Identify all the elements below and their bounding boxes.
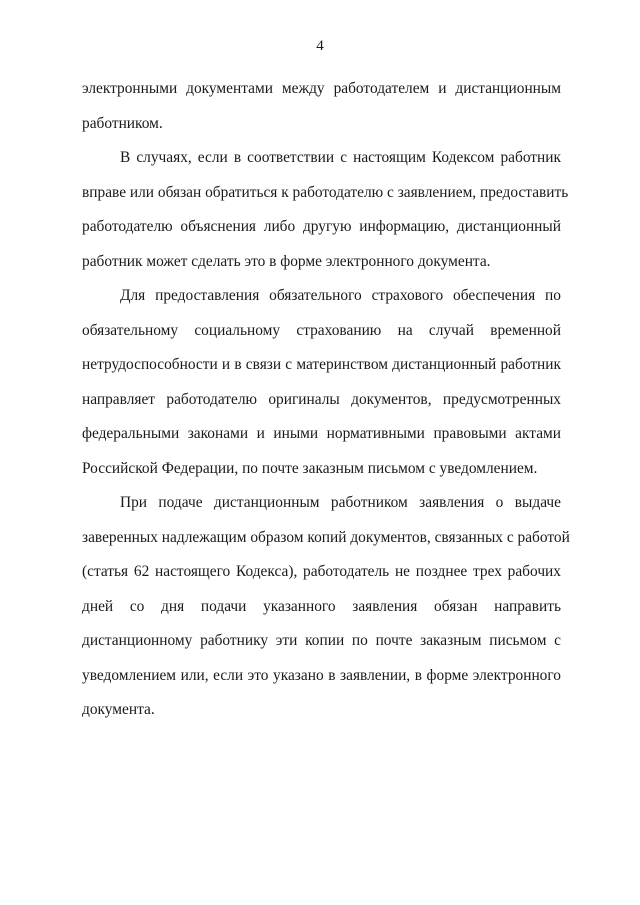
text-line: работодателю объяснения либо другую информацию, дистанционный — [82, 218, 561, 235]
text-line: заверенных надлежащим образом копий документов, связанных с работой — [82, 528, 570, 546]
text-line: Для предоставления обязательного страхового обеспечения по — [120, 287, 561, 304]
text-line: (статья 62 настоящего Кодекса), работодатель не позднее трех рабочих — [82, 563, 561, 580]
paragraph-3 — [82, 279, 561, 486]
text-line: направляет работодателю оригиналы документов, предусмотренных — [82, 390, 561, 408]
text-line: работник может сделать это в форме электронного документа. — [82, 252, 491, 270]
paragraph-1 — [82, 72, 561, 141]
page-number: 4 — [316, 38, 324, 54]
text-line: вправе или обязан обратиться к работодателю с заявлением, предоставить — [82, 183, 569, 201]
document-body — [82, 72, 570, 728]
text-line: дней со дня подачи указанного заявления обязан направить — [82, 597, 561, 615]
text-line: электронными документами между работодателем и дистанционным — [82, 80, 561, 97]
text-line: В случаях, если в соответствии с настоящим Кодексом работник — [120, 149, 561, 166]
paragraph-4 — [82, 486, 570, 728]
text-line: При подаче дистанционным работником заявления о выдаче — [120, 494, 561, 511]
text-line: Российской Федерации, по почте заказным письмом с уведомлением. — [82, 459, 538, 477]
text-line: документа. — [82, 701, 155, 718]
text-line: нетрудоспособности и в связи с материнством дистанционный работник — [82, 356, 561, 373]
paragraph-2 — [82, 141, 569, 279]
text-line: дистанционному работнику эти копии по почте заказным письмом с — [82, 632, 561, 649]
text-line: федеральными законами и иными нормативными правовыми актами — [82, 425, 561, 442]
text-line: обязательному социальному страхованию на случай временной — [82, 321, 561, 339]
text-line: работником. — [82, 114, 163, 132]
text-line: уведомлением или, если это указано в заявлении, в форме электронного — [82, 666, 561, 684]
